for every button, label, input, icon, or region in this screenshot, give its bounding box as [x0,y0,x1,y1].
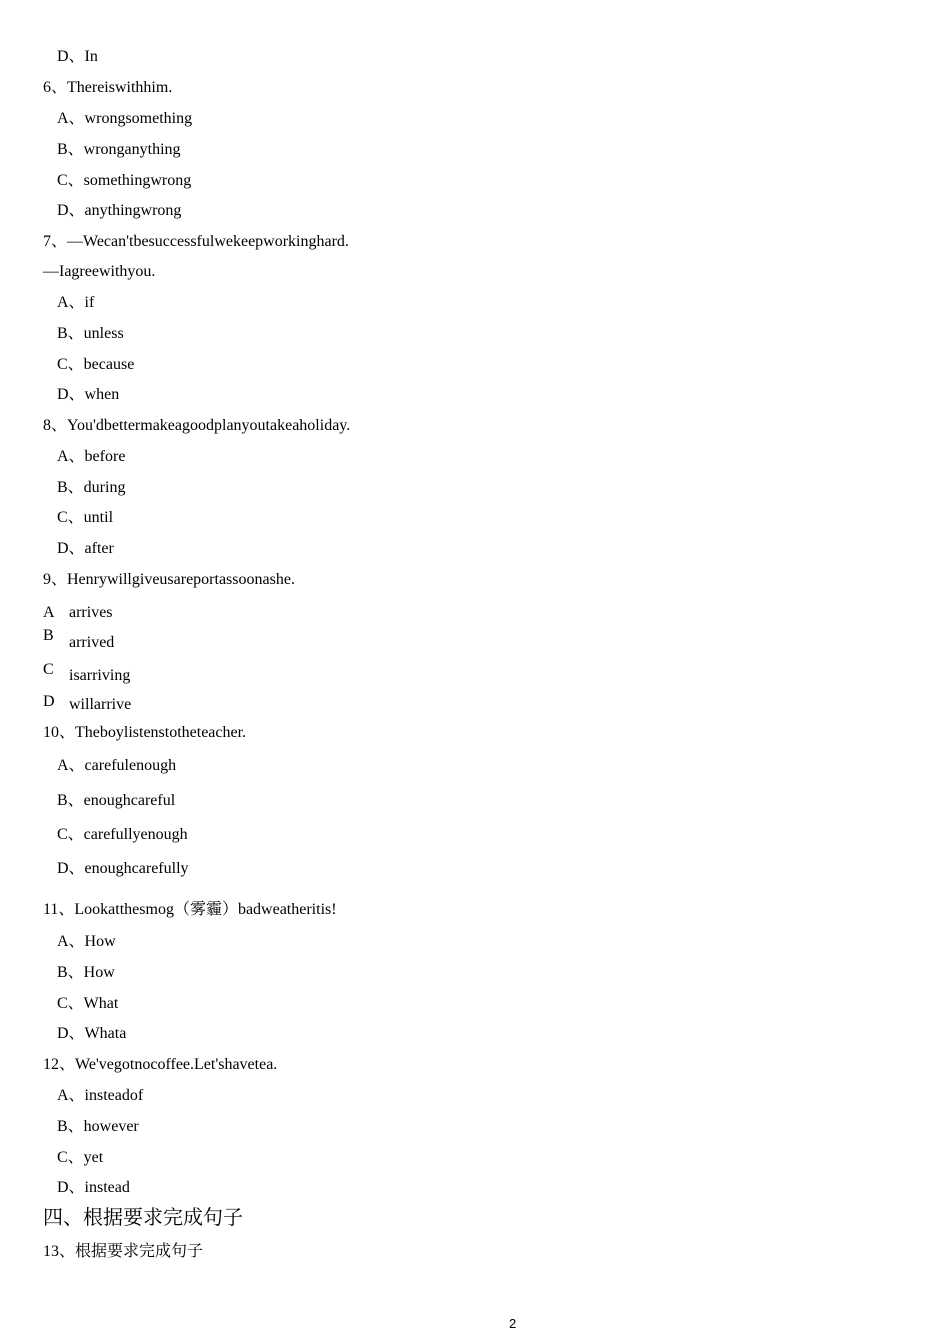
q8-option-b: B、during [57,479,126,496]
q9-option-d-text: willarrive [69,696,132,713]
q12-option-b: B、however [57,1118,139,1135]
q9-option-b-text: arrived [69,634,115,651]
q11-stem: 11、Lookatthesmog（雾霾）badweatheritis! [43,901,337,918]
q12-option-a: A、insteadof [57,1087,144,1104]
q9-letter-d: D [43,693,55,710]
q11-option-c: C、What [57,995,119,1012]
q6-option-c: C、somethingwrong [57,172,192,189]
q7-stem: 7、—Wecan'tbesuccessfulwekeepworkinghard. [43,233,349,250]
q7-option-a: A、if [57,294,95,311]
q9-option-c-text: isarriving [69,667,131,684]
q7-option-c: C、because [57,356,135,373]
q11-option-a: A、How [57,933,116,950]
q7-option-d: D、when [57,386,120,403]
section-heading: 四、根据要求完成句子 [43,1207,243,1229]
q10-option-d: D、enoughcarefully [57,860,189,877]
page-number: 2 [509,1316,517,1331]
q6-stem: 6、Thereiswithhim. [43,79,173,96]
q8-option-a: A、before [57,448,126,465]
q11-option-b: B、How [57,964,115,981]
q10-option-b: B、enoughcareful [57,792,176,809]
q13-stem: 13、根据要求完成句子 [43,1243,204,1260]
q10-option-a: A、carefulenough [57,757,177,774]
q12-stem: 12、We'vegotnocoffee.Let'shavetea. [43,1056,278,1073]
q10-option-c: C、carefullyenough [57,826,188,843]
q12-option-d: D、instead [57,1179,130,1196]
q9-letter-c: C [43,661,54,678]
q8-stem: 8、You'dbettermakeagoodplanyoutakeaholiday. [43,417,351,434]
q8-option-c: C、until [57,509,114,526]
q7-reply: —Iagreewithyou. [43,263,156,280]
q6-option-b: B、wronganything [57,141,181,158]
q6-option-a: A、wrongsomething [57,110,193,127]
q9-stem: 9、Henrywillgiveusareportassoonashe. [43,571,295,588]
q9-option-a-text: arrives [69,604,113,621]
q8-option-d: D、after [57,540,114,557]
q9-letter-b: B [43,627,54,644]
q10-stem: 10、Theboylistenstotheteacher. [43,724,247,741]
q11-option-d: D、Whata [57,1025,127,1042]
q5-option-d: D、In [57,48,98,65]
q9-letter-a: A [43,604,55,621]
q7-option-b: B、unless [57,325,124,342]
q12-option-c: C、yet [57,1149,104,1166]
q6-option-d: D、anythingwrong [57,202,182,219]
